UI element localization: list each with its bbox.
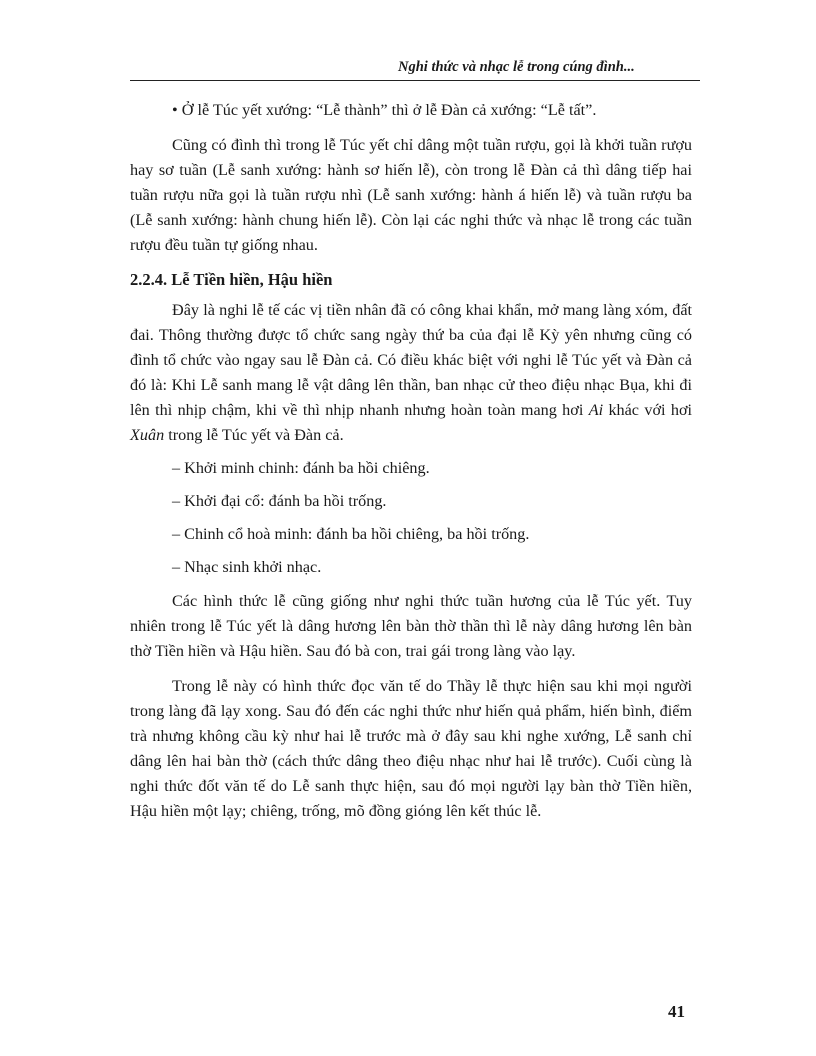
paragraph-3: Các hình thức lễ cũng giống như nghi thức tuần hương của lễ Túc yết. Tuy nhiên trong lễ Túc yết là dâng hương lên bàn thờ thần thì lễ này dâng hương lên bàn thờ Tiền hiền và Hậu hiền. Sau đó bà con, trai gái trong làng vào lạy. (130, 592, 692, 661)
emphasis-ai: Ai (588, 400, 604, 419)
paragraph-4: Trong lễ này có hình thức đọc văn tế do Thầy lễ thực hiện sau khi mọi người trong làng đã lạy xong. Sau đó đến các nghi thức như hiến quả phẩm, hiến bình, điểm trà nhưng không cầu kỳ như hai lễ trước mà ở đây sau khi nghe xướng, Lễ sanh chỉ dâng lên hai bàn thờ (cách thức dâng theo điệu nhạc như hai lễ trước). Cuối cùng là nghi thức đốt văn tế do Lễ sanh thực hiện, sau đó mọi người lạy bàn thờ Tiền hiền, Hậu hiền một lạy; chiêng, trống, mõ đồng gióng lên kết thúc lễ. (130, 677, 692, 820)
paragraph-2-mid: khác với hơi (608, 400, 693, 419)
list-item: – Khởi minh chinh: đánh ba hồi chiêng. (172, 458, 430, 477)
page-number: 41 (668, 1002, 685, 1021)
section-heading: 2.2.4. Lễ Tiền hiền, Hậu hiền (130, 270, 333, 290)
body-text (130, 98, 692, 824)
emphasis-xuan: Xuân (130, 425, 165, 444)
paragraph-1: Cũng có đình thì trong lễ Túc yết chỉ dâng một tuần rượu, gọi là khởi tuần rượu hay sơ tuần (Lễ sanh xướng: hành sơ hiến lễ), còn trong lễ Đàn cả thì dâng tiếp hai tuần rượu nữa gọi là tuần rượu nhì (Lễ sanh xướng: hành á hiến lễ) và tuần rượu ba (Lễ sanh xướng: hành chung hiến lễ). Còn lại các nghi thức và nhạc lễ trong các tuần rượu đều tuần tự giống nhau. (130, 135, 692, 254)
list-item: – Nhạc sinh khởi nhạc. (172, 557, 322, 576)
header-rule (130, 80, 700, 81)
paragraph-2-main: Đây là nghi lễ tế các vị tiền nhân đã có công khai khẩn, mở mang làng xóm, đất đai. Thông thường được tổ chức sang ngày thứ ba của đại lễ Kỳ yên nhưng cũng có đình tổ chức vào ngay sau lễ Đàn cả. Có điều khác biệt với nghi lễ Túc yết và Đàn cả đó là: Khi Lễ sanh mang lễ vật dâng lên thần, ban nhạc cử theo điệu nhạc Bụa, khi đi lên thì nhịp chậm, khi về thì nhịp nhanh nhưng hoàn toàn mang hơi (130, 301, 692, 419)
list-item: – Chinh cổ hoà minh: đánh ba hồi chiêng, ba hồi trống. (172, 524, 530, 543)
list-item: – Khởi đại cổ: đánh ba hồi trống. (172, 491, 387, 510)
running-header: Nghi thức và nhạc lễ trong cúng đình... (398, 59, 635, 75)
bullet-paragraph: • Ở lễ Túc yết xướng: “Lễ thành” thì ở lễ Đàn cả xướng: “Lễ tất”. (172, 101, 597, 119)
paragraph-2-end: trong lễ Túc yết và Đàn cả. (168, 425, 344, 444)
paragraph-2 (130, 298, 692, 447)
